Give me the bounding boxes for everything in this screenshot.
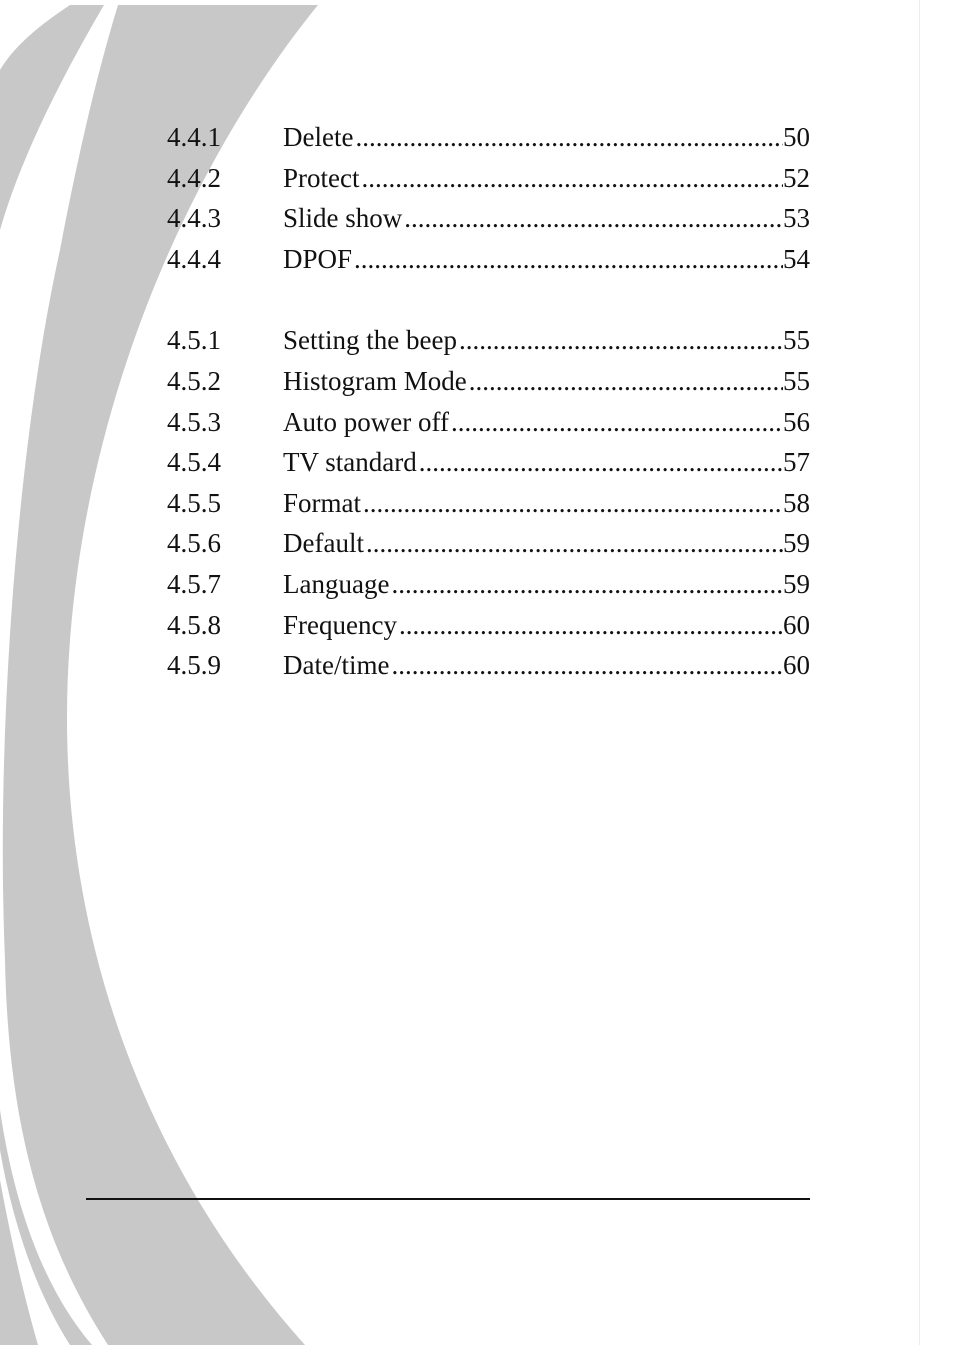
- toc-dot-leader: [366, 523, 783, 564]
- toc-dot-leader: [361, 158, 783, 199]
- toc-entry-title: Delete: [283, 122, 354, 152]
- page-right-edge: [919, 0, 920, 1345]
- toc-entry[interactable]: [167, 117, 810, 158]
- toc-dot-leader: [404, 198, 783, 239]
- toc-entry-page: 59: [783, 528, 810, 559]
- toc-entry-title: Language: [283, 568, 390, 599]
- toc-entry-title: Protect: [283, 162, 360, 193]
- toc-entry-title: Slide show: [283, 203, 403, 234]
- toc-entry-page: 60: [783, 650, 810, 681]
- toc-dot-leader: [363, 483, 783, 524]
- toc-entry[interactable]: [167, 483, 810, 524]
- toc-entry-number: 4.5.3: [167, 406, 221, 437]
- toc-entry[interactable]: [167, 564, 810, 605]
- toc-entry-page: 53: [783, 203, 810, 234]
- footer-rule: [86, 1198, 810, 1200]
- toc-entry-number: 4.5.9: [167, 650, 221, 681]
- toc-entry-number: 4.4.1: [167, 122, 221, 152]
- toc-entry-number: 4.5.1: [167, 325, 221, 356]
- toc-entry[interactable]: [167, 645, 810, 686]
- toc-entry-number: 4.5.8: [167, 609, 221, 640]
- toc-entry-page: 54: [783, 243, 810, 274]
- toc-entry[interactable]: [167, 198, 810, 239]
- toc-entry-number: 4.5.7: [167, 568, 221, 599]
- toc-group-4-4: [167, 117, 810, 279]
- toc-entry-page: 58: [783, 487, 810, 518]
- toc-entry[interactable]: [167, 402, 810, 443]
- toc-entry-page: 57: [783, 447, 810, 478]
- toc-entry-number: 4.5.4: [167, 447, 221, 478]
- toc-entry-page: 52: [783, 162, 810, 193]
- toc-entry[interactable]: [167, 239, 810, 280]
- toc-dot-leader: [399, 605, 783, 646]
- toc-dot-leader: [419, 442, 783, 483]
- toc-entry-title: DPOF: [283, 243, 353, 274]
- toc-entry[interactable]: [167, 523, 810, 564]
- toc-dot-leader: [354, 239, 783, 280]
- toc-entry-title: Date/time: [283, 650, 390, 681]
- toc-entry[interactable]: [167, 158, 810, 199]
- toc-dot-leader: [391, 564, 783, 605]
- toc-entry-title: Auto power off: [283, 406, 449, 437]
- toc-entry-page: 59: [783, 568, 810, 599]
- toc-entry-number: 4.5.5: [167, 487, 221, 518]
- toc-entry[interactable]: [167, 605, 810, 646]
- toc-entry-title: Histogram Mode: [283, 365, 467, 396]
- toc-entry-number: 4.4.2: [167, 162, 221, 193]
- toc-dot-leader: [391, 645, 783, 686]
- toc-entry-page: 60: [783, 609, 810, 640]
- toc-entry-number: 4.5.2: [167, 365, 221, 396]
- toc-entry-number: 4.4.3: [167, 203, 221, 234]
- toc-dot-leader: [459, 320, 783, 361]
- toc-entry[interactable]: [167, 361, 810, 402]
- toc-entry-title: Setting the beep: [283, 325, 457, 356]
- toc-dot-leader: [469, 361, 783, 402]
- toc-entry-number: 4.4.4: [167, 243, 221, 274]
- toc-dot-leader: [451, 402, 783, 443]
- toc-entry-page: 55: [783, 365, 810, 396]
- toc-entry[interactable]: [167, 442, 810, 483]
- toc-entry-title: Default: [283, 528, 364, 559]
- toc-entry-page: 50: [783, 122, 810, 152]
- toc-group-4-5: [167, 320, 810, 685]
- toc-entry-title: Format: [283, 487, 361, 518]
- toc-entry-title: TV standard: [283, 447, 417, 478]
- toc-entry-number: 4.5.6: [167, 528, 221, 559]
- toc-entry[interactable]: [167, 320, 810, 361]
- toc-entry-page: 56: [783, 406, 810, 437]
- toc-entry-page: 55: [783, 325, 810, 356]
- toc-dot-leader: [355, 117, 783, 158]
- toc-entry-title: Frequency: [283, 609, 397, 640]
- table-of-contents: [167, 117, 810, 686]
